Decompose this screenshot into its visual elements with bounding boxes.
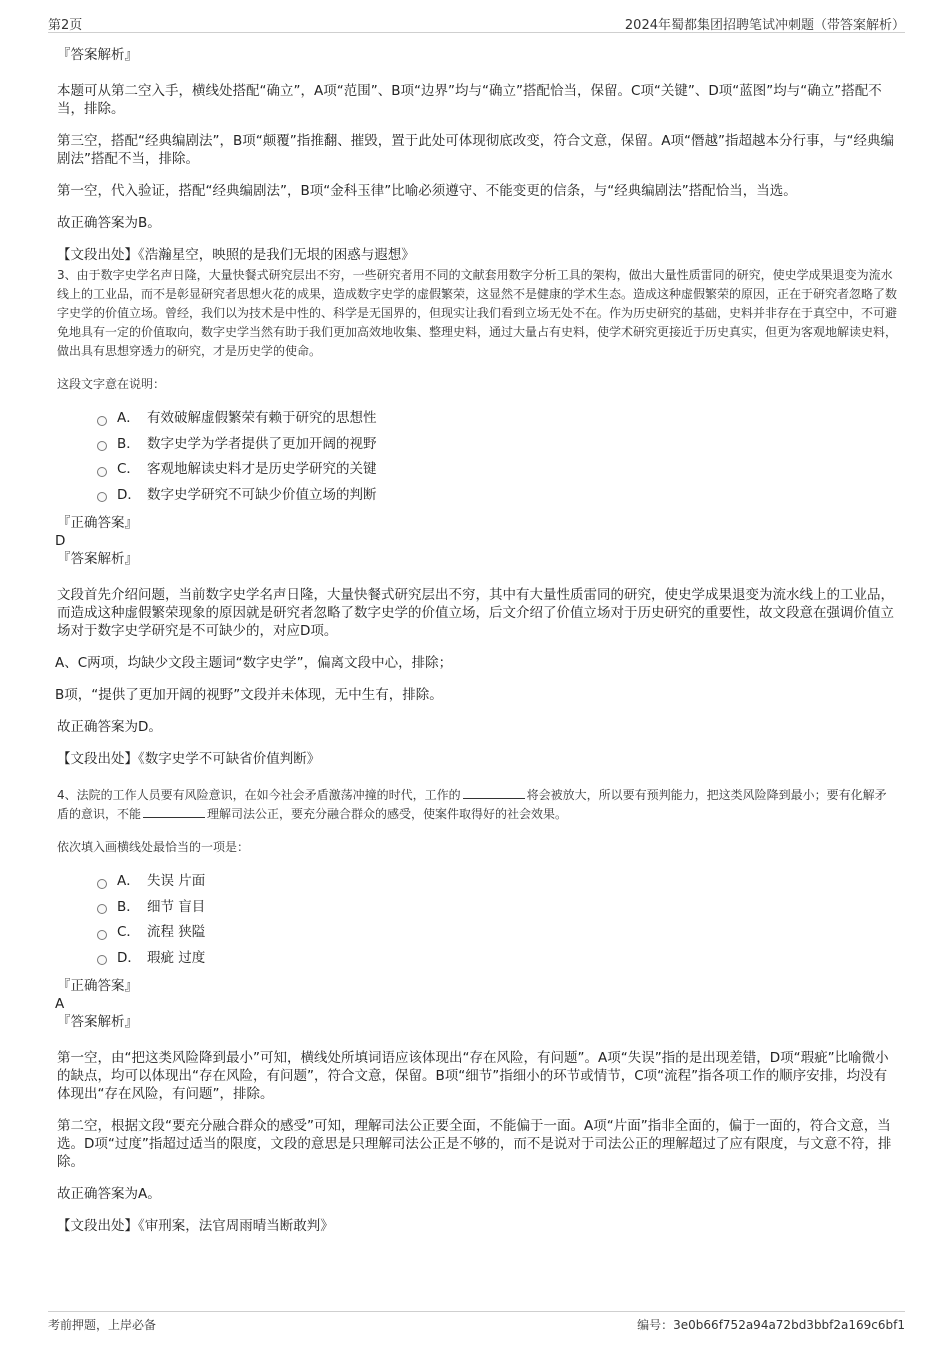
q3-analysis-paragraph: 文段首先介绍问题，当前数字史学名声日隆，大量快餐式研究层出不穷，其中有大量性质雷同的研究，使史学成果退变为流水线上的工业品，而造成这种虚假繁荣现象的原因就是研究者忽略了数字史学的价值立场，后文介绍了价值立场对于历史研究的重要性，故文段意在强调价值立场对于数字史学研究是不可缺少的，对应D项。 [57, 587, 894, 639]
q3-question: 这段文字意在说明： [57, 377, 166, 391]
q3-analysis-heading: 『答案解析』 [57, 551, 138, 567]
q3-source: 【文段出处】《数字史学不可缺省价值判断》 [57, 751, 321, 767]
radio-icon[interactable] [97, 492, 107, 502]
q3-stem: 3、由于数字史学名声日隆，大量快餐式研究层出不穷，一些研究者用不同的文献套用数字分析工具的架构，做出大量性质雷同的研究，使史学成果退变为流水线上的工业品，而不是彰显研究者思想火花的成果，造成数字史学的虚假繁荣，这显然不是健康的学术生态。造成这种虚假繁荣的原因，正在于研究者忽略了数字史学的价值立场。曾经，我们以为技术是中性的、科学是无国界的，但现实让我们看到立场无处不在。作为历史研究的基础，史料并非存在于真空中，不可避免地具有一定的价值取向，数字史学当然有助于我们更加高效地收集、整理史料，通过大量占有史料，使学术研究更接近于历史真实，但更为客观地解读史料，做出具有思想穿透力的研究，才是历史学的使命。 [57, 268, 898, 358]
q4-analysis-paragraph: 第二空，根据文段“要充分融合群众的感受”可知，理解司法公正要全面，不能偏于一面。A项“片面”指非全面的，偏于一面的，符合文意，当选。D项“过度”指超过适当的限度，文段的意思是只理解司法公正是不够的，而不是说对于司法公正的理解超过了应有限度，与文意不符，排除。 [57, 1118, 892, 1170]
radio-icon[interactable] [97, 467, 107, 477]
blank-line [143, 805, 205, 818]
blank-line [463, 786, 525, 799]
q2-analysis-paragraph: 第三空，搭配“经典编剧法”，B项“颠覆”指推翻、摧毁，置于此处可体现彻底改变，符合文意，保留。A项“僭越”指超越本分行事，与“经典编剧法”搭配不当，排除。 [57, 133, 894, 167]
q2-analysis-paragraph: 第一空，代入验证，搭配“经典编剧法”，B项“金科玉律”比喻必须遵守、不能变更的信条，与“经典编剧法”搭配恰当，当选。 [57, 183, 797, 199]
q4-correct-heading: 『正确答案』 [57, 978, 138, 994]
q4-conclusion: 故正确答案为A。 [57, 1186, 161, 1202]
q4-option-d[interactable]: D． 瑕疵 过度 [97, 946, 897, 972]
q3-correct-answer: D [55, 533, 66, 549]
q3-option-c[interactable]: C． 客观地解读史料才是历史学研究的关键 [97, 457, 897, 483]
radio-icon[interactable] [97, 930, 107, 940]
q4-correct-answer: A [55, 996, 65, 1012]
q2-analysis-heading: 『答案解析』 [57, 47, 138, 63]
q3-conclusion: 故正确答案为D。 [57, 719, 162, 735]
q4-option-b[interactable]: B． 细节 盲目 [97, 895, 897, 921]
q2-conclusion: 故正确答案为B。 [57, 215, 161, 231]
q3-option-a[interactable]: A． 有效破解虚假繁荣有赖于研究的思想性 [97, 406, 897, 432]
q3-option-d[interactable]: D． 数字史学研究不可缺少价值立场的判断 [97, 483, 897, 509]
q2-source: 【文段出处】《浩瀚星空，映照的是我们无垠的困惑与遐想》 [57, 247, 415, 263]
radio-icon[interactable] [97, 879, 107, 889]
page-footer [48, 1311, 905, 1334]
radio-icon[interactable] [97, 441, 107, 451]
page-content [57, 46, 897, 1235]
q4-option-c[interactable]: C． 流程 狭隘 [97, 920, 897, 946]
q2-analysis-paragraph: 本题可从第二空入手，横线处搭配“确立”，A项“范围”、B项“边界”均与“确立”搭配恰当，保留。C项“关键”、D项“蓝图”均与“确立”搭配不当，排除。 [57, 83, 882, 117]
footer-slogan: 考前押题，上岸必备 [48, 1318, 157, 1332]
q4-option-a[interactable]: A． 失误 片面 [97, 869, 897, 895]
q4-stem: 4、法院的工作人员要有风险意识，在如今社会矛盾激荡冲撞的时代，工作的 将会被放大，所以要有预判能力，把这类风险降到最小；要有化解矛盾的意识，不能 理解司法公正，要充分融合群众的感受，使案件取得好的社会效果。 [57, 788, 887, 821]
q3-option-b[interactable]: B． 数字史学为学者提供了更加开阔的视野 [97, 432, 897, 458]
q4-options [97, 869, 897, 971]
q3-options [97, 406, 897, 508]
q4-analysis-paragraph: 第一空，由“把这类风险降到最小”可知，横线处所填词语应该体现出“存在风险，有问题”。A项“失误”指的是出现差错，D项“瑕疵”比喻微小的缺点，均可以体现出“存在风险，有问题”，符合文意，保留。B项“细节”指细小的环节或情节，C项“流程”指各项工作的顺序安排，均没有体现出“存在风险，有问题”，排除。 [57, 1050, 889, 1102]
radio-icon[interactable] [97, 955, 107, 965]
q3-analysis-paragraph: B项，“提供了更加开阔的视野”文段并未体现，无中生有，排除。 [55, 687, 443, 703]
page-number: 第2页 [48, 18, 83, 33]
q3-correct-heading: 『正确答案』 [57, 515, 138, 531]
document-title: 2024年蜀都集团招聘笔试冲刺题（带答案解析） [624, 18, 905, 33]
page-header [48, 12, 905, 33]
radio-icon[interactable] [97, 416, 107, 426]
q4-analysis-heading: 『答案解析』 [57, 1014, 138, 1030]
q4-question: 依次填入画横线处最恰当的一项是： [57, 840, 250, 854]
radio-icon[interactable] [97, 904, 107, 914]
q4-source: 【文段出处】《审刑案，法官周雨晴当断敢判》 [57, 1218, 334, 1234]
q3-analysis-paragraph: A、C两项，均缺少文段主题词“数字史学”，偏离文段中心，排除； [55, 655, 453, 671]
footer-code: 编号：3e0b66f752a94a72bd3bbf2a169c6bf1 [637, 1318, 905, 1332]
